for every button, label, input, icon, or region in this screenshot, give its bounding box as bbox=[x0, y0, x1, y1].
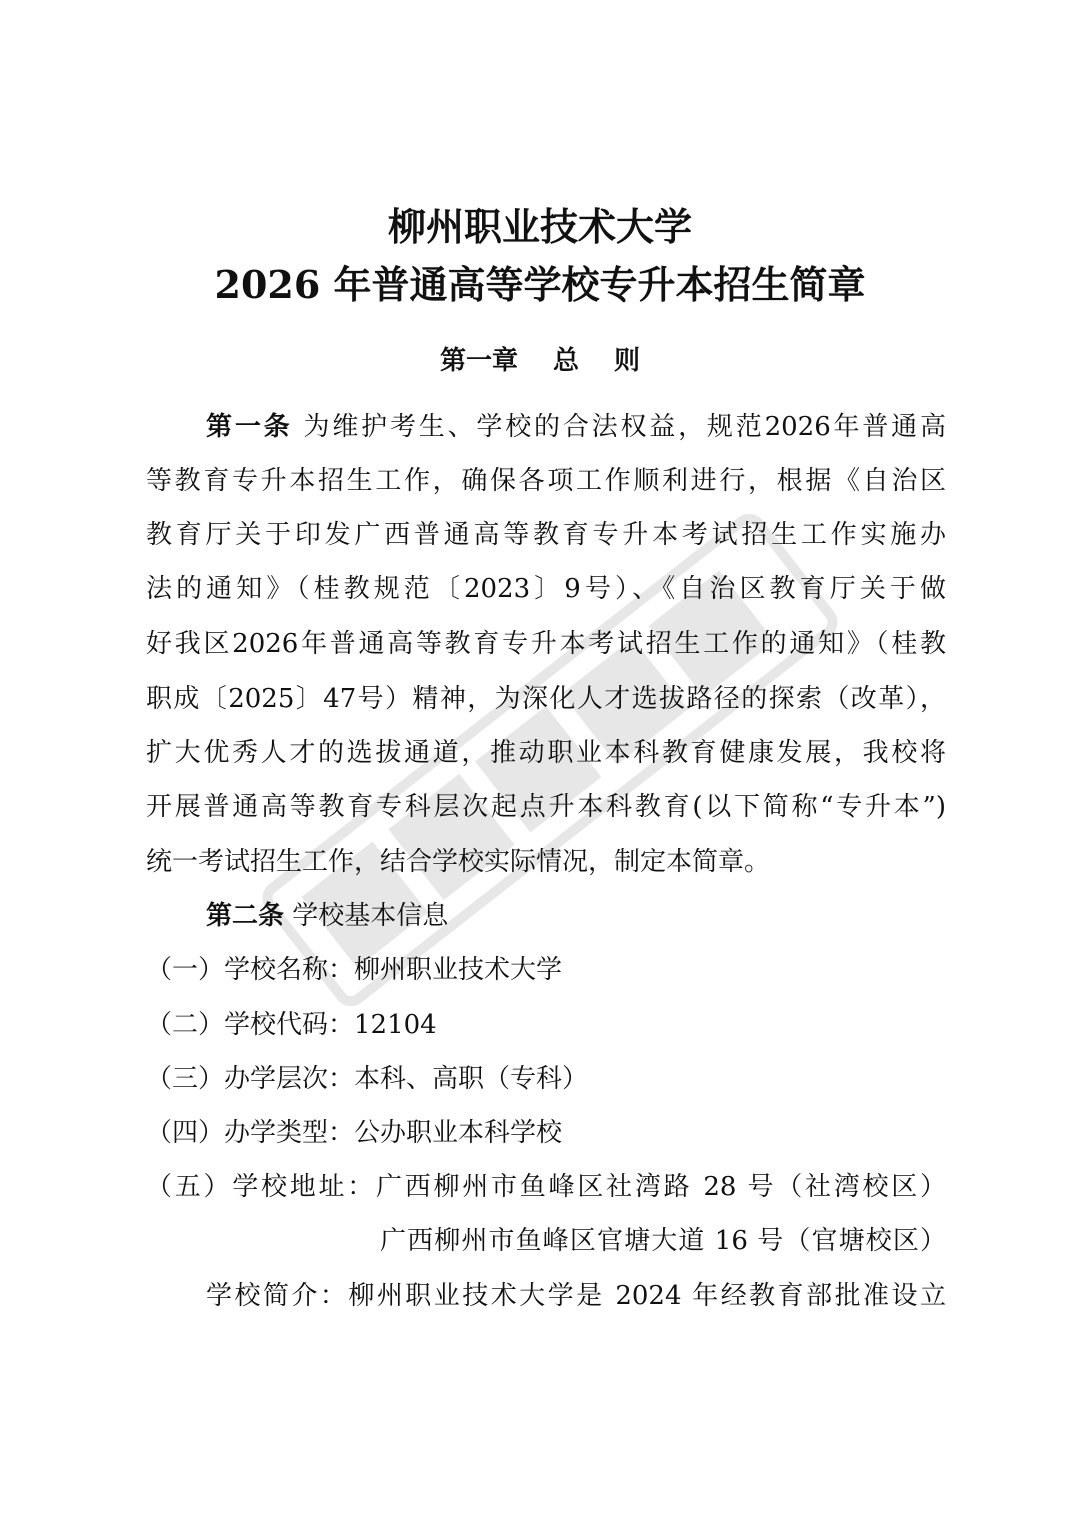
article2-heading bbox=[206, 899, 946, 933]
info-item-type: （四）办学类型：公办职业本科学校 bbox=[146, 1118, 563, 1148]
document-title-line2: 2026 年普通高等学校专升本招生简章 bbox=[214, 262, 866, 307]
article2-heading-text: 学校基本信息 bbox=[284, 901, 449, 931]
article1-line-1 bbox=[206, 410, 946, 444]
article1-line-2: 等教育专升本招生工作，确保各项工作顺利进行，根据《自治区 bbox=[146, 466, 946, 496]
info-item-code: （二）学校代码：12104 bbox=[146, 1010, 437, 1040]
chapter-heading: 第一章 总 则 bbox=[439, 346, 641, 376]
info-item-address: （五）学校地址：广西柳州市鱼峰区社湾路 28 号（社湾校区） bbox=[146, 1172, 946, 1202]
article1-lead: 第一条 bbox=[206, 412, 293, 442]
article1-line-7: 扩大优秀人才的选拔通道，推动职业本科教育健康发展，我校将 bbox=[146, 738, 946, 768]
info-item-address-line2: 广西柳州市鱼峰区官塘大道 16 号（官塘校区） bbox=[380, 1226, 946, 1256]
info-item-level: （三）办学层次：本科、高职（专科） bbox=[146, 1064, 589, 1094]
article1-line-5: 好我区2026年普通高等教育专升本考试招生工作的通知》（桂教 bbox=[146, 629, 946, 659]
info-item-name: （一）学校名称：柳州职业技术大学 bbox=[146, 955, 563, 985]
article1-line-3: 教育厅关于印发广西普通高等教育专升本考试招生工作实施办 bbox=[146, 520, 946, 550]
article2-lead: 第二条 bbox=[206, 901, 285, 931]
document-title-line1: 柳州职业技术大学 bbox=[387, 204, 692, 249]
article1-line-4: 法的通知》（桂教规范〔2023〕9号）、《自治区教育厅关于做 bbox=[146, 574, 946, 604]
school-intro: 学校简介：柳州职业技术大学是 2024 年经教育部批准设立 bbox=[206, 1281, 946, 1311]
article1-line-8: 开展普通高等教育专科层次起点升本科教育(以下简称“专升本”) bbox=[146, 792, 946, 822]
article1-text-1: 为维护考生、学校的合法权益，规范2026年普通高 bbox=[292, 412, 946, 442]
article1-line-9: 统一考试招生工作，结合学校实际情况，制定本简章。 bbox=[146, 847, 771, 877]
article1-line-6: 职成〔2025〕47号）精神，为深化人才选拔路径的探索（改革）， bbox=[146, 684, 946, 714]
